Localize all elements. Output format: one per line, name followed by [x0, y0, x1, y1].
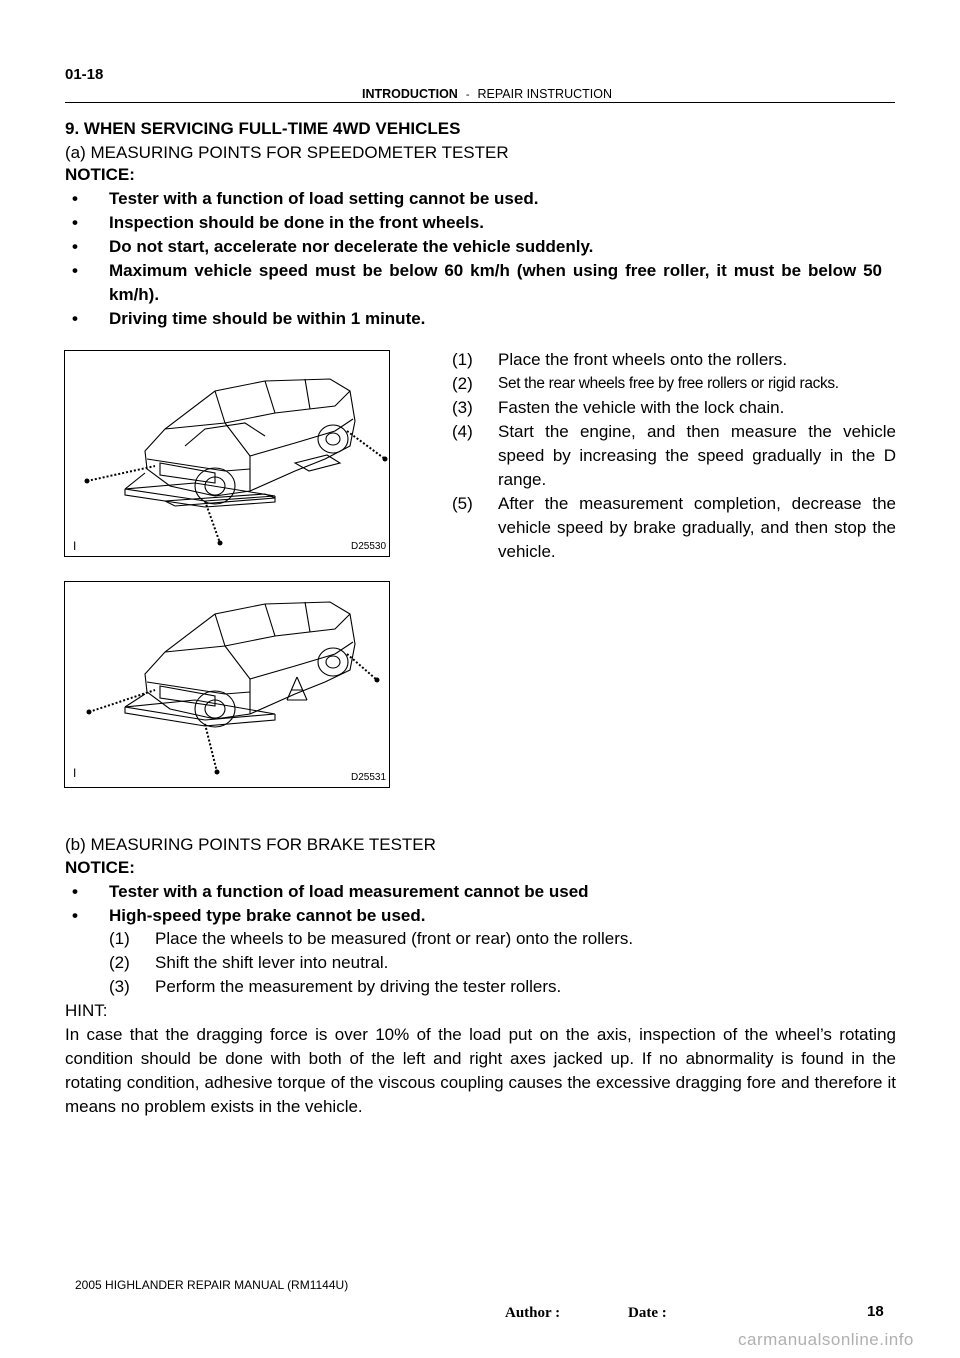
step-text: Place the wheels to be measured (front or rear) onto the rollers.	[155, 929, 634, 948]
watermark: carmanualsonline.info	[738, 1330, 914, 1349]
hint-label: HINT:	[65, 1001, 108, 1020]
step-number: (1)	[109, 929, 130, 948]
step-text: Perform the measurement by driving the tester rollers.	[155, 977, 562, 996]
footer-page-number: 18	[867, 1303, 884, 1320]
step-number: (2)	[109, 953, 130, 972]
header-subsection: REPAIR INSTRUCTION	[477, 87, 612, 101]
bullet: •	[72, 882, 78, 901]
notice-label: NOTICE:	[65, 858, 135, 877]
step-number: (5)	[452, 494, 473, 513]
bullet: •	[72, 189, 78, 208]
page-number: 01-18	[65, 66, 104, 83]
running-header	[362, 87, 612, 101]
bullet: •	[72, 261, 78, 280]
notice-item: Inspection should be done in the front wheels.	[109, 213, 484, 232]
subsection-a-heading: (a) MEASURING POINTS FOR SPEEDOMETER TESTER	[65, 143, 509, 162]
figure-marker: I	[73, 539, 77, 553]
figure-marker: I	[73, 766, 77, 780]
notice-item: Tester with a function of load setting cannot be used.	[109, 189, 539, 208]
notice-item: Driving time should be within 1 minute.	[109, 309, 426, 328]
bullet: •	[72, 906, 78, 925]
notice-item: Maximum vehicle speed must be below 60 km/h (when using free roller, it must be below 50	[109, 261, 883, 280]
hint-paragraph: In case that the dragging force is over 10% of the load put on the axis, inspection of the wheel’s rotating condition should be done with both of the left and right axes jacked up. If no abnormality is found in the rotating condition, adhesive torque of the viscous coupling causes the excessive dragging fore and therefore it means no problem exists in the vehicle.	[65, 1025, 896, 1116]
manual-title: 2005 HIGHLANDER REPAIR MANUAL (RM1144U)	[75, 1278, 349, 1292]
date-label: Date :	[628, 1305, 667, 1321]
notice-item: Tester with a function of load measurement cannot be used	[109, 882, 589, 901]
section-title: 9. WHEN SERVICING FULL-TIME 4WD VEHICLES	[65, 119, 461, 138]
header-separator: -	[465, 89, 470, 101]
bullet: •	[72, 237, 78, 256]
step-number: (3)	[109, 977, 130, 996]
author-label: Author :	[505, 1305, 561, 1321]
figure-code: D25531	[351, 772, 387, 783]
bullet: •	[72, 309, 78, 328]
step-text: Start the engine, and then measure the vehicle speed by increasing the speed gradually in the D range.	[498, 422, 896, 489]
bullet: •	[72, 213, 78, 232]
step-text: Set the rear wheels free by free rollers or rigid racks.	[498, 375, 839, 392]
notice-item-continued: km/h).	[109, 285, 160, 304]
step-text: After the measurement completion, decrease the vehicle speed by brake gradually, and then stop the vehicle.	[498, 494, 896, 561]
step-number: (4)	[452, 422, 473, 441]
figure-speedometer-tester	[64, 350, 390, 557]
car-on-jack-stands-illustration	[65, 582, 389, 787]
notice-item: High-speed type brake cannot be used.	[109, 906, 426, 925]
subsection-b-heading: (b) MEASURING POINTS FOR BRAKE TESTER	[65, 835, 436, 854]
header-section: INTRODUCTION	[362, 87, 458, 101]
step-text: Fasten the vehicle with the lock chain.	[498, 398, 785, 417]
header-rule	[65, 102, 895, 103]
step-number: (1)	[452, 350, 473, 369]
notice-label: NOTICE:	[65, 165, 135, 184]
step-number: (3)	[452, 398, 473, 417]
step-number: (2)	[452, 374, 473, 393]
car-on-rollers-illustration	[65, 351, 389, 556]
figure-code: D25530	[351, 541, 387, 552]
figure-jack-stands	[64, 581, 390, 788]
notice-item: Do not start, accelerate nor decelerate the vehicle suddenly.	[109, 237, 594, 256]
step-text: Shift the shift lever into neutral.	[155, 953, 389, 972]
step-text: Place the front wheels onto the rollers.	[498, 350, 788, 369]
